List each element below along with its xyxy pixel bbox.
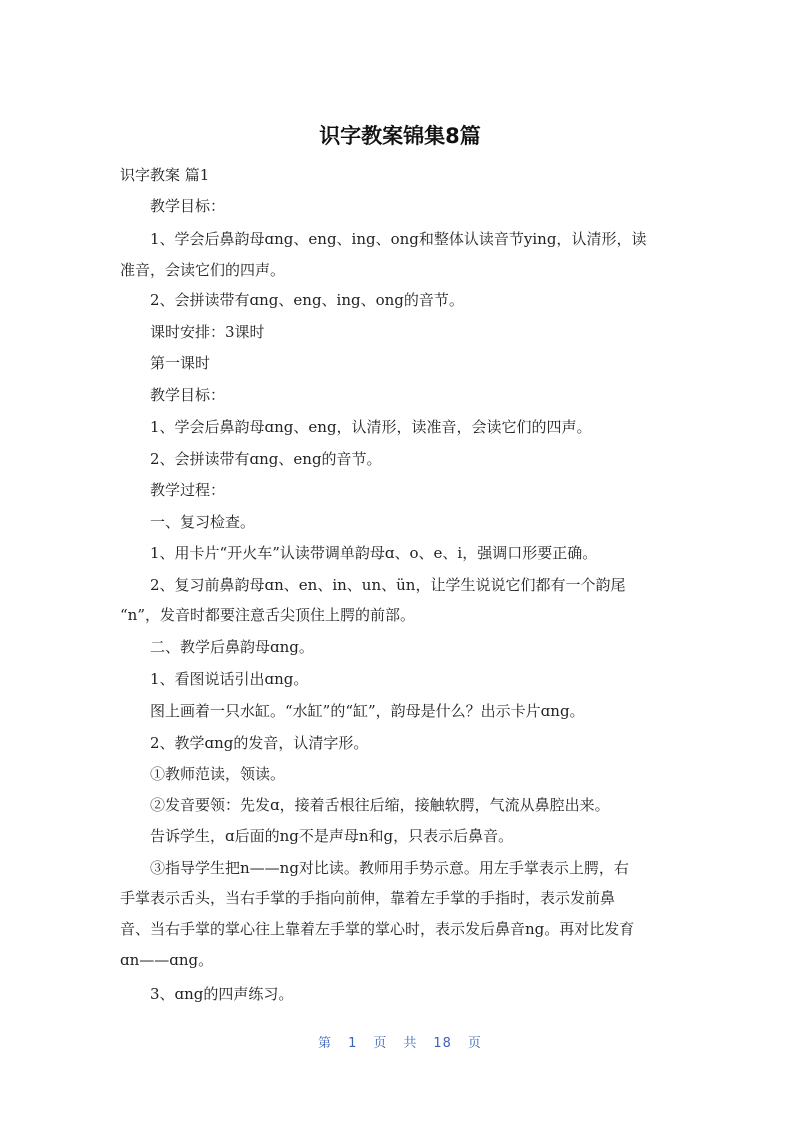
paragraph-line: 教学过程：: [150, 481, 226, 499]
paragraph-line: 二、教学后鼻韵母ɑng。: [150, 638, 314, 656]
paragraph-line: 一、复习检查。: [150, 513, 256, 531]
page-footer: [0, 1032, 800, 1051]
paragraph-line: 2、会拼读带有ɑng、eng的音节。: [150, 450, 382, 468]
paragraph-line: 1、学会后鼻韵母ɑng、eng，认清形，读准音，会读它们的四声。: [150, 418, 592, 436]
paragraph-line: “n”，发音时都要注意舌尖顶住上腭的前部。: [120, 606, 415, 624]
paragraph-line: ɑn——ɑng。: [120, 951, 214, 969]
paragraph-line: 1、看图说话引出ɑng。: [150, 670, 309, 688]
paragraph-line: 告诉学生，ɑ后面的ng不是声母n和g，只表示后鼻音。: [150, 827, 514, 845]
footer-ye: 页: [373, 1036, 388, 1051]
paragraph-line: 音、当右手掌的掌心往上靠着左手掌的掌心时，表示发后鼻音ng。再对比发育: [120, 920, 635, 938]
paragraph-line: 手掌表示舌头，当右手掌的手指向前伸，靠着左手掌的手指时，表示发前鼻: [120, 889, 616, 907]
paragraph-line: 图上画着一只水缸。“水缸”的“缸”，韵母是什么？出示卡片ɑng。: [150, 702, 585, 720]
footer-di: 第: [318, 1036, 333, 1051]
paragraph-line: 教学目标：: [150, 197, 226, 215]
paragraph-line: 1、学会后鼻韵母ɑng、eng、ing、ong和整体认读音节ying，认清形，读: [150, 230, 647, 248]
paragraph-line: 2、教学ɑng的发音，认清字形。: [150, 734, 369, 752]
paragraph-line: 2、会拼读带有ɑng、eng、ing、ong的音节。: [150, 291, 464, 309]
footer-gong: 共: [403, 1036, 418, 1051]
paragraph-line: ③指导学生把n——ng对比读。教师用手势示意。用左手掌表示上腭，右: [150, 859, 629, 877]
document-title: 识字教案锦集8篇: [319, 124, 481, 148]
footer-current-page: 1: [348, 1036, 358, 1051]
paragraph-line: ②发音要领：先发ɑ，接着舌根往后缩，接触软腭，气流从鼻腔出来。: [150, 796, 610, 814]
paragraph-line: 第一课时: [150, 354, 211, 372]
section-heading: 识字教案 篇1: [120, 166, 210, 184]
paragraph-line: 教学目标：: [150, 386, 226, 404]
paragraph-line: 课时安排：3课时: [150, 323, 265, 341]
footer-total-pages: 18: [433, 1036, 452, 1051]
paragraph-line: 准音，会读它们的四声。: [120, 261, 286, 279]
paragraph-line: ①教师范读，领读。: [150, 765, 286, 783]
footer-ye-2: 页: [467, 1036, 482, 1051]
paragraph-line: 1、用卡片“开火车”认读带调单韵母ɑ、o、e、i，强调口形要正确。: [150, 544, 598, 562]
paragraph-line: 2、复习前鼻韵母ɑn、en、in、un、ün，让学生说说它们都有一个韵尾: [150, 576, 626, 594]
paragraph-line: 3、ɑng的四声练习。: [150, 985, 294, 1003]
